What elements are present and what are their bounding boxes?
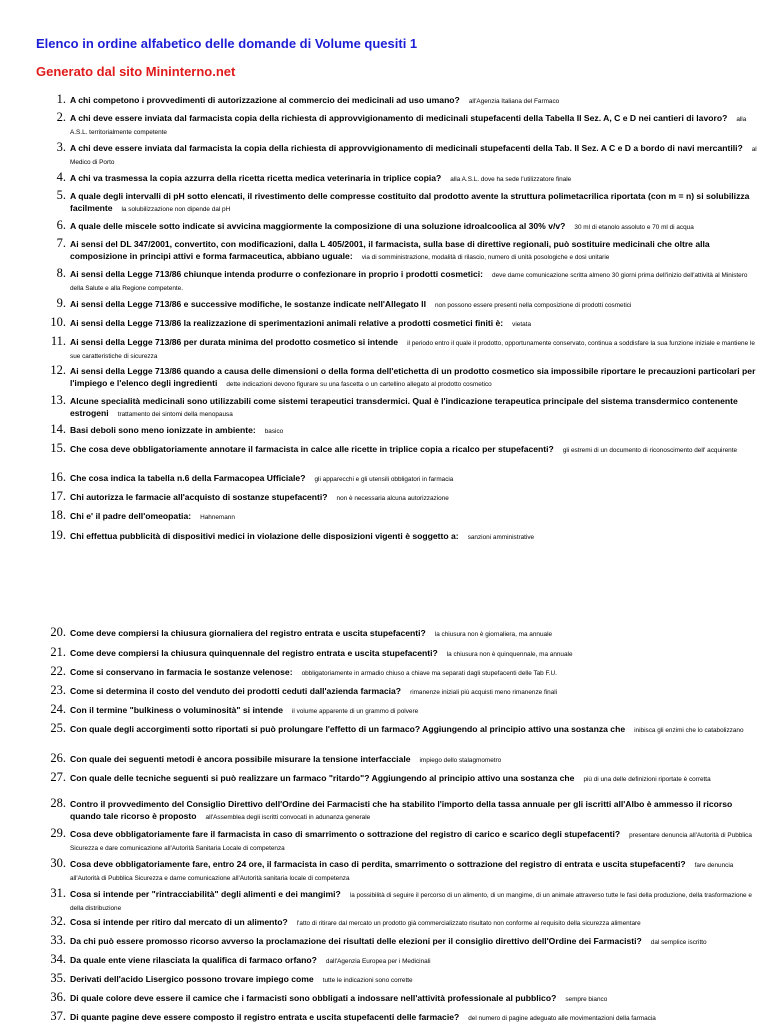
item-number: 10. (50, 315, 66, 329)
item-number: 14. (50, 422, 66, 436)
item-text (70, 724, 762, 737)
item-text (70, 269, 762, 294)
question-text: A chi va trasmessa la copia azzurra della ricetta ricetta medica veterinaria in triplice copia? (70, 173, 442, 183)
item-number: 18. (50, 508, 66, 522)
answer-text: più di una delle definizioni riportate è corretta (583, 776, 711, 783)
question-text: Con il termine "bulkiness o voluminosità" si intende (70, 705, 284, 715)
item-text (70, 239, 762, 263)
item-number: 16. (50, 470, 66, 484)
answer-text: all'Assemblea degli iscritti convocati in adunanza generale (205, 813, 371, 821)
item-number: 9. (56, 296, 66, 310)
answer-text: gli apparecchi e gli utensili obbligatori in farmacia (314, 476, 454, 483)
answer-text: il volume apparente di un grammo di polvere (292, 708, 419, 715)
question-text: Come deve compiersi la chiusura giornaliera del registro entrata e uscita stupefacenti? (70, 628, 426, 638)
item-number: 35. (50, 971, 66, 985)
item-number: 24. (50, 702, 66, 716)
item-text (70, 173, 762, 186)
item-number: 12. (50, 363, 66, 377)
answer-text: alla A.S.L. dove ha sede l'utilizzatore finale (450, 176, 572, 183)
question-text: Ai sensi della Legge 713/86 per durata minima del prodotto cosmetico si intende (70, 337, 399, 347)
question-text: Ai sensi del DL 347/2001, convertito, con modificazioni, dalla L 405/2001, il farmacista, sulla base di direttive regionali, può sostituire medicinali che oltre alla composizione in principi attivi e forma farmaceutica, abbiano uguale: (70, 239, 710, 261)
answer-text: la chiusura non è giornaliera, ma annuale (434, 631, 553, 638)
question-text: Con quale delle tecniche seguenti si può realizzare un farmaco "ritardo"? Aggiungendo al principio attivo una sostanza che (70, 773, 575, 783)
answer-text: il periodo entro il quale il prodotto, opportunamente conservato, continua a soddisfare la sua funzione iniziale e mantiene le sue caratteristiche di sicurezza (70, 340, 755, 360)
question-text: A quale degli intervalli di pH sotto elencati, il rivestimento delle compresse costituito dal prodotto avente la struttura polimetacrilica riportata (con m = n) si solubilizza facilmente (70, 191, 750, 213)
item-text (70, 773, 762, 786)
question-text: Da quale ente viene rilasciata la qualifica di farmaco orfano? (70, 955, 317, 965)
item-number: 20. (50, 625, 66, 639)
question-text: Basi deboli sono meno ionizzate in ambiente: (70, 425, 256, 435)
question-text: Con quale dei seguenti metodi è ancora possibile misurare la tensione interfacciale (70, 754, 411, 764)
page-subtitle: Generato dal sito Mininterno.net (36, 64, 236, 79)
item-text (70, 1012, 762, 1025)
question-text: Ai sensi della Legge 713/86 la realizzazione di sperimentazioni animali relative a prodotti cosmetici finiti è: (70, 318, 504, 328)
answer-text: l'atto di ritirare dal mercato un prodotto già commercializzato risultato non conforme al requisito della sicurezza alimentare (296, 920, 641, 927)
answer-text: impiego dello stalagmometro (419, 757, 502, 764)
question-text: Cosa si intende per "rintracciabilità" degli alimenti e dei mangimi? (70, 889, 341, 899)
item-number: 11. (50, 334, 66, 348)
question-text: Di quale colore deve essere il camice che i farmacisti sono obbligati a indossare nell'attività professionale al pubblico? (70, 993, 557, 1003)
answer-text: non possono essere presenti nella composizione di prodotti cosmetici (434, 302, 632, 309)
answer-text: deve darne comunicazione scritta almeno 30 giorni prima dell'inizio dell'attività al Ministero della Salute e alla Regione competente. (70, 272, 748, 292)
answer-text: via di somministrazione, modalità di rilascio, numero di unità posologiche e dosi unitarie (361, 253, 610, 261)
question-text: Di quante pagine deve essere composto il registro entrata e uscita stupefacenti delle farmacie? (70, 1012, 460, 1022)
question-text: Cosa si intende per ritiro dal mercato di un alimento? (70, 917, 288, 927)
answer-text: trattamento dei sintomi della menopausa (117, 410, 233, 418)
answer-text: obbligatoriamente in armadio chiuso a chiave ma separati dagli stupefacenti delle Tab F.U. (301, 670, 557, 677)
item-text (70, 95, 762, 108)
item-number: 2. (56, 110, 66, 124)
answer-text: la possibilità di seguire il percorso di un alimento, di un mangime, di un animale attraverso tutte le fasi della produzione, della trasformazione e della distribuzione (70, 892, 752, 912)
item-number: 34. (50, 952, 66, 966)
item-text (70, 936, 762, 949)
question-text: A chi competono i provvedimenti di autorizzazione al commercio dei medicinali ad uso umano? (70, 95, 460, 105)
answer-text: inibisca gli enzimi che lo catabolizzano (634, 727, 744, 734)
item-text (70, 686, 762, 699)
answer-text: Hahnemann (200, 514, 235, 521)
item-text (70, 396, 762, 420)
item-number: 28. (50, 796, 66, 810)
answer-text: vietata (512, 321, 532, 328)
item-number: 1. (56, 92, 66, 106)
question-text: Ai sensi della Legge 713/86 chiunque intenda produrre o confezionare in proprio i prodotti cosmetici: (70, 269, 484, 279)
item-text (70, 829, 762, 854)
question-text: Alcune specialità medicinali sono utilizzabili come sistemi terapeutici transdermici. Qual è l'indicazione terapeutica principale del sistema transdermico contenente estrogeni (70, 396, 738, 418)
answer-text: all'Agenzia Italiana del Farmaco (468, 98, 560, 105)
answer-text: dall'Agenzia Europea per i Medicinali (325, 958, 431, 965)
question-text: Cosa deve obbligatoriamente fare, entro 24 ore, il farmacista in caso di perdita, smarrimento o sottrazione del registro di entrata e uscita stupefacenti? (70, 859, 686, 869)
page-title: Elenco in ordine alfabetico delle domande di Volume quesiti 1 (36, 36, 418, 51)
item-number: 37. (50, 1009, 66, 1023)
item-number: 23. (50, 683, 66, 697)
item-number: 30. (50, 856, 66, 870)
question-text: A quale delle miscele sotto indicate si avvicina maggiormente la composizione di una soluzione idroalcoolica al 30% v/v? (70, 221, 566, 231)
item-text (70, 993, 762, 1006)
answer-text: dette indicazioni devono figurare su una fascetta o un cartellino allegato al prodotto cosmetico (226, 380, 492, 388)
item-text (70, 299, 762, 312)
answer-text: alla A.S.L. territorialmente competente (70, 116, 747, 136)
item-text (70, 318, 762, 331)
item-text (70, 859, 762, 884)
item-text (70, 955, 762, 968)
answer-text: non è necessaria alcuna autorizzazione (336, 495, 449, 502)
question-text: Ai sensi della Legge 713/86 quando a causa delle dimensioni o della forma dell'etichetta di un prodotto cosmetico sia impossibile riportare le precauzioni particolari per l'impiego e l'elenco degli ingredienti (70, 366, 756, 388)
item-number: 13. (50, 393, 66, 407)
answer-text: sanzioni amministrative (467, 534, 535, 541)
item-text (70, 917, 762, 930)
answer-text: del numero di pagine adeguato alle movimentazioni della farmacia (468, 1015, 656, 1022)
item-number: 7. (56, 236, 66, 250)
answer-text: basico (264, 428, 284, 435)
item-number: 27. (50, 770, 66, 784)
item-number: 19. (50, 528, 66, 542)
question-text: Che cosa indica la tabella n.6 della Farmacopea Ufficiale? (70, 473, 306, 483)
item-text (70, 648, 762, 661)
item-number: 17. (50, 489, 66, 503)
question-text: Contro il provvedimento del Consiglio Direttivo dell'Ordine dei Farmacisti che ha stabilito l'importo della tassa annuale per gli iscritti all'Albo è ammesso il ricorso quando tale ricorso è proposto (70, 799, 733, 821)
answer-text: 30 ml di etanolo assoluto e 70 ml di acqua (574, 224, 694, 231)
item-text (70, 667, 762, 680)
item-number: 32. (50, 914, 66, 928)
item-number: 36. (50, 990, 66, 1004)
question-text: Cosa deve obbligatoriamente fare il farmacista in caso di smarrimento o sottrazione del registro di carico e scarico degli stupefacenti? (70, 829, 621, 839)
answer-text: dal semplice iscritto (650, 939, 707, 946)
item-number: 29. (50, 826, 66, 840)
answer-text: rimanenze iniziali più acquisti meno rimanenze finali (410, 689, 558, 696)
answer-text: gli estremi di un documento di riconoscimento dell' acquirente (562, 447, 738, 454)
answer-text: al Medico di Porto (70, 146, 757, 166)
item-number: 21. (50, 645, 66, 659)
item-text (70, 444, 762, 457)
item-text (70, 221, 762, 234)
item-text (70, 889, 762, 914)
item-number: 8. (56, 266, 66, 280)
answer-text: fare denuncia all'Autorità di Pubblica Sicurezza e darne comunicazione all'Autorità sanitaria locale di competenza (70, 862, 734, 882)
item-number: 31. (50, 886, 66, 900)
question-text: Da chi può essere promosso ricorso avverso la proclamazione dei risultati delle elezioni per il consiglio direttivo dell'Ordine dei Farmacisti? (70, 936, 642, 946)
question-text: A chi deve essere inviata dal farmacista copia della richiesta di approvvigionamento di medicinali stupefacenti della Tabella II Sez. A, C e D nei cantieri di lavoro? (70, 113, 728, 123)
item-number: 6. (56, 218, 66, 232)
question-text: Chi effettua pubblicità di dispositivi medici in violazione delle disposizioni vigenti è soggetto a: (70, 531, 459, 541)
item-number: 4. (56, 170, 66, 184)
item-number: 15. (50, 441, 66, 455)
item-number: 3. (56, 140, 66, 154)
item-number: 26. (50, 751, 66, 765)
item-number: 5. (56, 188, 66, 202)
answer-text: sempre bianco (565, 996, 608, 1003)
item-text (70, 628, 762, 641)
question-text: Derivati dell'acido Lisergico possono trovare impiego come (70, 974, 314, 984)
question-text: Con quale degli accorgimenti sotto riportati si può prolungare l'effetto di un farmaco? Aggiungendo al principio attivo una sostanza che (70, 724, 626, 734)
item-text (70, 974, 762, 987)
question-text: Che cosa deve obbligatoriamente annotare il farmacista in calce alle ricette in triplice copia a ricalco per stupefacenti? (70, 444, 554, 454)
question-text: A chi deve essere inviata dal farmacista la copia della richiesta di approvvigionamento di medicinali stupefacenti della Tab. II Sez. A C e D a bordo di navi mercantili? (70, 143, 743, 153)
item-text (70, 191, 762, 215)
item-text (70, 531, 762, 544)
question-text: Come deve compiersi la chiusura quinquennale del registro entrata e uscita stupefacenti? (70, 648, 438, 658)
item-number: 25. (50, 721, 66, 735)
question-text: Chi e' il padre dell'omeopatia: (70, 511, 192, 521)
item-number: 22. (50, 664, 66, 678)
question-text: Come si determina il costo del venduto dei prodotti ceduti dall'azienda farmacia? (70, 686, 402, 696)
item-text (70, 337, 762, 362)
item-text (70, 511, 762, 524)
item-text (70, 473, 762, 486)
question-text: Come si conservano in farmacia le sostanze velenose: (70, 667, 293, 677)
answer-text: la solubilizzazione non dipende dal pH (121, 205, 231, 213)
item-text (70, 799, 762, 823)
answer-text: tutte le indicazioni sono corrette (322, 977, 413, 984)
item-text (70, 425, 762, 438)
answer-text: presentare denuncia all'Autorità di Pubblica Sicurezza e dare comunicazione all'Autorità Sanitaria Locale di competenza (70, 832, 752, 852)
item-number: 33. (50, 933, 66, 947)
item-text (70, 143, 762, 168)
item-text (70, 705, 762, 718)
item-text (70, 754, 762, 767)
item-text (70, 492, 762, 505)
question-text: Ai sensi della Legge 713/86 e successive modifiche, le sostanze indicate nell'Allegato II (70, 299, 426, 309)
answer-text: la chiusura non è quinquennale, ma annuale (446, 651, 573, 658)
question-text: Chi autorizza le farmacie all'acquisto di sostanze stupefacenti? (70, 492, 328, 502)
item-text (70, 113, 762, 138)
item-text (70, 366, 762, 390)
